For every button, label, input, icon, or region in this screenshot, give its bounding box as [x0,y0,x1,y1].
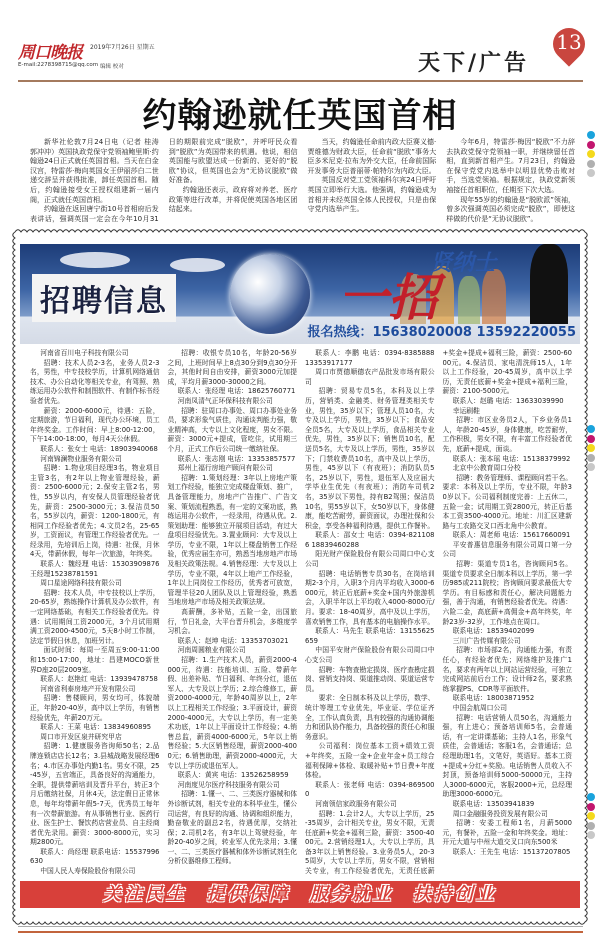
listing-text: 招聘：贸易专员5名，本科及以上学历，营销类、金融类、财务管理类相关专业，男性，35岁以下；管理人员10名，大专及以上学历，男性，35岁以下；食品安全员5名，大专及以上学历，食品相关专业优先，男性，35岁以下；销售员10名，配送员5名，大专及以上学历，男性，35岁以下；门禁收费员10名，高中及以上学历，男性，45岁以下（有夜班）；消防队员5名，25岁以下，男性，退伍军人及应届大学毕业生优先（有夜班）；消防车司机2名，35岁以下男性，持有B2驾照；保洁员10名，男55岁以下，女50岁以下，身体健康，能吃苦耐劳，薪资面议，办理社保和公积金，享受各种福利待遇，提供工作餐补。 [305,387,435,530]
listing-text: 面试时间：每周一至周五9:00-11:00和15:00-17:00，地址：昌建MOCO新世界D座20层2009室。 [30,646,160,674]
color-registration-marks [587,793,596,841]
registration-dot [587,463,595,471]
section-title: 天下/广告 [418,50,530,76]
listing-text: 要求：全日制本科及以上学历，数学、统计等理工专业优先，毕业证、学位证齐全，工作认真负责，具有较强的沟通协调能力和团队协作能力，具备较强的责任心和服务意识。 [305,694,435,741]
article-paragraph: 当天，约翰逊任命前内政大臣赛义德·贾维德为财政大臣，任命前“脱欧”事务大臣多米尼克·拉布为外交大臣，任命前国际开发事务大臣普丽蒂·帕特尔为内政大臣。 [307,138,437,175]
listing-heading: 联系人：尚经理 联系电话：15537996630 [30,847,160,866]
issue-date: 2019年7月26日 星期五 [90,44,155,51]
banner-title: 招聘信息 [32,274,176,322]
listing-heading: 联系人：赵艳红 电话：13939478758 [40,675,158,684]
registration-dot [587,150,595,158]
listing-heading: 联系人：张本瑶 电话：15138379992 [452,454,571,463]
listing-text: 招聘：车物查勘定损岗、医疗查勘定损岗、营销支持岗、渠道推动岗、渠道运营专员。 [305,665,435,693]
listing-heading: 河南省百川电子科技有限公司 [40,349,129,357]
registration-hotline: 报名热线：15638020008 13592220055 [307,325,576,340]
listing-heading: 联系人：魏经理 电话：15303909876 王经理15238781591 [30,560,160,578]
registration-dot [587,822,595,830]
listing-heading: 中国人民人寿保险股份有限公司 [40,867,136,876]
article-paragraph: 今年6月，特雷莎·梅因“脱欧”不力辞去执政党保守党领袖一职，并继续留任首相，直到新首相产生。7月23日，约翰逊在保守党党内选举中以明显优势击败对手，当选党领袖。根据规定，执政党新领袖接任首相职位，任期至下次大选。 [446,138,575,194]
listing-heading: 河南度见尔医疗科技服务有限公司 [177,780,280,789]
cloud-graphic [60,252,130,268]
registration-dot [587,803,595,811]
listing-heading: 中国会航周口公司 [452,703,508,712]
listing-heading: 联系电话：18003871952 [452,694,535,703]
job-listings [30,349,572,877]
listing-text: 招聘：电话销售专员30名，在岗培训期2-3个月，入职3个月内平均收入3000-6000元，转正后底薪+奖金+国内外旅游机会，入职半年以上平均收入4000-8000元/月。要求：18-40周岁，高中及以上学历，喜欢销售工作，具有基本的电脑操作水平。 [305,569,435,626]
listing-heading: 平安普惠信息服务有限公司周口第一分公司 [442,540,572,559]
listing-heading: 中国平安财产保险股份有限公司周口中心支公司 [305,646,435,664]
listing-text: 招聘：收银专员10名，年龄20-56岁之间，上班时间早上8点30分到9点30分开会，其他时间自由安排，薪资3000元加提成，平均月薪3000-30000之间。 [167,349,297,386]
registration-dot [587,160,595,168]
listing-heading: 郑州上福行房地产顾问有限公司 [177,464,273,473]
listing-heading: 周口市贾德顺德农产品批发市场有限公司 [305,368,435,386]
listing-heading: 联系人：邵女士 电话：0394-8211086 18839460288 [305,531,435,549]
registration-dot [587,793,595,801]
listing-text: 招聘：1.会计2人，大专以上学历，25-35周岁，会计相关专业，男女不限，无责任底薪+奖金+福利三险，薪资：3500-4000元。2.营销经理1人，大专以上学历，具备3年以上销售经验。3.业务员5人，20-35周岁，大专以上学历，男女不限，营销相关专业，有工作经验者优先，无责任底薪+奖金+提成+福利三险，薪资：2500-6000元。4.保洁员、家电清洗师15人，1年以上工作经验，20-45周岁，高中以上学历，无责任底薪+奖金+提成+福利三险，薪资：2100-5000元。 [305,349,572,876]
listing-text: 招聘：教务管理师、课程顾问若干名。要求：本科及以上学历，专业不限，年龄30岁以下。公司福利制度完善：上五休二，五险一金；试用期工资2800元，转正后基本工资3500-4000元。地址：川汇区建新路与工农路交叉口西北角中公教育。 [442,473,572,530]
listing-text: 招聘：渠道专员1名，咨询顾问5名。渠道专员要求全日制本科以上学历，第一学历985或211院校；咨询顾问要求最低大专学历。有目标感和责任心，解决问题能力强，善于沟通，有销售经验者优先。待遇：六险二金，高底薪+高佣金+高年终奖，年龄23岁-32岁，工作地点在周口。 [442,560,572,626]
footer-slogan: 关注民生 提供保障 服务就业 扶持创业 [20,881,580,908]
listing-heading: 联系人：张志刚 电话：13353857577 [177,454,296,463]
listing-text: 招聘：电话营销人员50名，沟通能力强，有上进心；预备培训师5名，会普通话，有一定讲课基础；主持人1名，形象气质佳，会普通话；客服1名，会普通话；总经理助理1名，文笔好，英语好。基本工资+提成+分红+奖励。电话销售人员收入不封顶，预备培训师5000-50000元，主持人3000-6000元，客服2000+元，总经理助理3000-6000元。 [442,713,572,799]
listing-text: 招聘：技术人员，中专技校以上学历，20-65岁，熟练操作计算机及办公软件，有一定网络基础，有相关工作经验者优先。待遇：试用期间工资2000元，3个月试用期满工资2000-4500元，5天8小时工作制，法定节假日休息，加班另计。 [30,588,160,645]
page-number: 13 [556,30,582,54]
header-divider [18,80,583,82]
listing-heading: 河南凤清气正环保科技有限公司 [177,396,273,405]
businessman-silhouette [530,244,568,324]
article-paragraph: 新华社伦敦7月24日电（记者 桂涛 郭冲冲）英国执政党保守党领袖鲍里斯·约翰逊24日正式就任英国首相。当天在白金汉宫，特雷莎·梅向英国女王伊丽莎白二世递交辞呈并获得批准，卸任英国首相。随后，约翰逊接受女王授权组建新一届内阁，正式就任英国首相。 [30,138,159,204]
listing-heading: 联系人：李鹏 电话：0394-8385888 13353917177 [305,349,435,367]
listing-heading: 联系人：周老师 电话：15617660091 [452,531,571,540]
listing-heading: 联系人：张经理 电话：18625760771 [177,387,296,396]
listing-text: 薪资：2000-6000元，待遇：五险，定期旅游，节日福利，现代办公环境，员工年终奖金。工作时间：早上8:00-12:00，下午14:00-18:00，每月4天公休假。 [30,406,160,444]
article-paragraph: 现年55岁的约翰逊是“脱欧派”领袖，曾多次强调英国必须完成“脱欧”，即使这样做的代价是“无协议脱欧”。 [446,195,575,223]
listing-heading: 联系人：马先生 联系电话：13155625659 [305,627,435,645]
color-registration-marks [587,131,596,179]
listing-text: 招聘：市区业务员2人，下乡业务员1人，年龄20-45岁，身体健康，吃苦耐劳，工作积极，男女不限，有丰富工作经验者优先，底薪+提成，面谈。 [442,416,572,453]
listing-text: 招聘：1.健康服务咨询师50名；2.品牌连锁店店长12名；3.县城战略发展经理6名；4.市区办事处内勤1名。男女不限，25-45岁，五官端正，具备良好的沟通能力，全职，提供带薪培训及晋升平台，转正3个月后缴纳社保，月休4天，法定假日正常休息，每年均带薪年假5-7天，优秀员工每年有一次带薪旅游。有从事销售行业、医药行业、医生护士、餐饮药店营业员、自主经商者优先录用。薪资：3000-8000元，实习期2800元。 [30,742,160,847]
registration-dot [587,435,595,443]
listing-heading: 周口星途网络科技有限公司 [40,579,122,588]
listing-text: 招聘：售楼顾问，男女均可，体貌端正，年龄20-40岁，高中以上学历，有销售经验优先，年薪20万元。 [30,694,160,722]
listing-text: 招聘：1.物业项目经理3名，物业项目主管3名，有2年以上物业管理经验，薪资：2500-6000元；2.保安主管2名，男性，55岁以内，有安保人员管理经验者优先，薪资：2500-3000元；3.保洁员50名，55岁以内，薪资：1200-1800元，有相同工作经验者优先；4.文员2名，25-65岁，工资面议，有管理工作经验者优先。一经录用，先培训后上岗，待遇：社保，月休4天，带薪休假，每年一次旅游，年终奖。 [30,464,160,559]
listing-heading: 联系人：赵坤 电话：13353703021 [177,636,289,645]
listing-heading: 三川广告传媒有限公司 [452,636,521,645]
cloud-graphic [170,258,225,272]
footer-rule-brown [18,931,583,933]
color-registration-marks [587,425,596,473]
registration-dot [587,444,595,452]
people-silhouette [482,269,506,324]
listing-text: 招聘：1.懂一、二、三类医疗器械和体外诊断试剂，相关专业的本科毕业生，懂公司运营，有良好的沟通、协调和组织能力，勤奋敬业的副总2名，待遇优厚，交纳社保；2.司机2名，有3年以上驾驶经验，年龄20-40岁之间，转业军人优先录用；3.懂一、二、三类医疗器械和体外诊断试剂生化分析仪器维修工程师。 [167,790,297,866]
article-paragraph: 约翰逊在返回唐宁街10号首相府后发表讲话，强调英国一定会在今年10月31日的期限前完成“脱欧”，并呼吁民众看到“脱欧”为英国带来的机遇。他说，相信英国能与欧盟达成一份新的、更好的“脱欧”协议，但英国也会为“无协议脱欧”做好准备。 [30,138,298,223]
listing-heading: 幸运刷鞋 [452,406,480,415]
listing-heading: 联系人：张女士 电话：18903940068 [40,444,158,453]
listing-heading: 北京中公教育周口分校 [452,464,521,473]
article-paragraph: 约翰逊还表示，政府将对养老、医疗政策等进行改革，并将促使英国各地区团结起来。 [168,185,298,214]
newspaper-logo: 周口晚报 [18,43,82,63]
listing-text: 招聘：安委工程师1名，月薪5000元，有餐补，五险一金和年终奖金。地址：开元大道与中州大道交叉口向东500米 [442,819,572,847]
listing-heading: 联系电话：13503941839 [452,799,535,808]
listing-heading: 河南领信家政服务有限公司 [315,799,397,808]
article-paragraph: 英国反对党工党领袖科尔宾24日呼吁英国立即举行大选。他强调，约翰逊成为首相并未经英国全体人民授权，只是由保守党内选举产生。 [307,176,437,214]
listing-heading: 联系人：赵璐 电话：13633039990 [452,396,564,405]
banner-slogan-small: 贤纳士 [430,250,497,276]
registration-dot [587,831,595,839]
listing-heading: 联系人：黄宾 电话：13526258959 [177,771,289,780]
editor-credit: 编辑 校对 [100,64,124,70]
registration-dot [587,141,595,149]
listing-heading: 周口金融服务投资发展有限公司 [452,809,548,818]
listing-heading: 河南锦澜物业服务有限公司 [40,454,122,463]
listing-heading: 联系人：王先生 电话：15137207805 [452,847,571,856]
registration-dot [587,169,595,177]
banner-slogan-big: 一招 [338,268,438,327]
article-headline: 约翰逊就任英国首相 [142,96,458,136]
listing-heading: 河南周圆粮业有限公司 [177,646,246,655]
footer-rule-gray [18,926,583,927]
listing-heading: 河南省利泰房地产开发有限公司 [40,684,136,693]
listing-text: 招聘：驻周口办事处、周口办事处业务员，要求形象气质佳，沟通谈判能力强，敬业精神高，大专以上文化程度，男女不限。薪资：3000元+提成，管吃住，试用期三个月，正式工作后公司统一缴纳社保。 [167,406,297,453]
globe-icon [230,254,310,334]
listing-text: 招聘：市场部2名，沟通能力强，有责任心，有经验者优先；网络维护及推广1名，要求有两年以上网站运营经验，可独立完成网站前后台工作；设计师2名，要求熟练掌握PS、CDR等平面软件。 [442,646,572,693]
article-body [30,138,575,224]
registration-dot [587,812,595,820]
listing-text: 招聘：1.策划经理：3年以上房地产策划工作经验，能独立完成楼盘策划、推广，具备管理能力，房地产广告推广、广告文案、策划流程熟悉，有一定的文案功底，熟练运用办公软件，一经录用，待遇从优。2.策划助理：能够独立开展项目活动，有过大盘项目经验优先。3.置业顾问：大专及以上学历，专业不限，1年以上楼盘销售工作经验，优秀应届生亦可，熟悉当地房地产市场及相关政策法规。4.销售经理：大专及以上学历，专业不限，4年以上地产工作经验，1年以上同岗位工作经历，优秀者可放宽，管理半径20人团队及以上管理经验，熟悉当地房地产市场及相关政策法规。 [167,473,297,607]
listing-text: 招聘：1.生产技术人员，薪资2000-4000元，待遇：技能培训、五险、带薪年假、出差补贴、节日福利、年终分红，退伍军人、大专及以上学历；2.综合维修工，薪资2000-4000元，年龄40周岁以上，2年以上工程相关工作经验；3.平面设计，薪资2000-4000元，大专以上学历，有一定美术功底，1年以上平面设计工作经验；4.销售总监，薪资4000-6000元，5年以上销售经验；5.大区销售经理，薪资2000-4000元；6.销售助理，薪资2000-4000元，大专以上学历或退伍军人。 [167,656,297,770]
registration-dot [587,454,595,462]
registration-dot [587,425,595,433]
listing-text: 招聘：技术人员2-3名，业务人员2-3名，男性，中专技校学历，计算机网络通信技术、办公自动化等相关专业，有驾照、熟练运用办公软件和制图软件、有制作标书经验者优先。 [30,358,160,405]
listing-heading: 联系人：王菜 电话：13834960895 [40,723,152,732]
people-silhouette [458,276,480,324]
recruitment-banner [20,244,580,344]
listing-heading: 周口市开发区泉井研究甲店 [40,732,122,741]
listing-text: 公司福利：岗位基本工资+绩效工资+年终奖，五险一金+企业年金+员工综合福利保障+体检、取暖补贴+节日费+年度体检。 [305,742,435,780]
listing-text: 高薪酬，多补贴，五险一金，出国旅行，节日礼金，大平台晋升机会，多维度学习机会。 [167,608,297,636]
listing-heading: 联系电话：18539402099 [452,627,535,636]
listing-heading: 联系人：张老师 电话：0394-8695000 [305,780,435,799]
listing-heading: 阳光财产保险股份有限公司周口中心支公司 [305,550,435,569]
email-address: E-mail:2278398715@qq.com [18,62,99,68]
registration-dot [587,131,595,139]
